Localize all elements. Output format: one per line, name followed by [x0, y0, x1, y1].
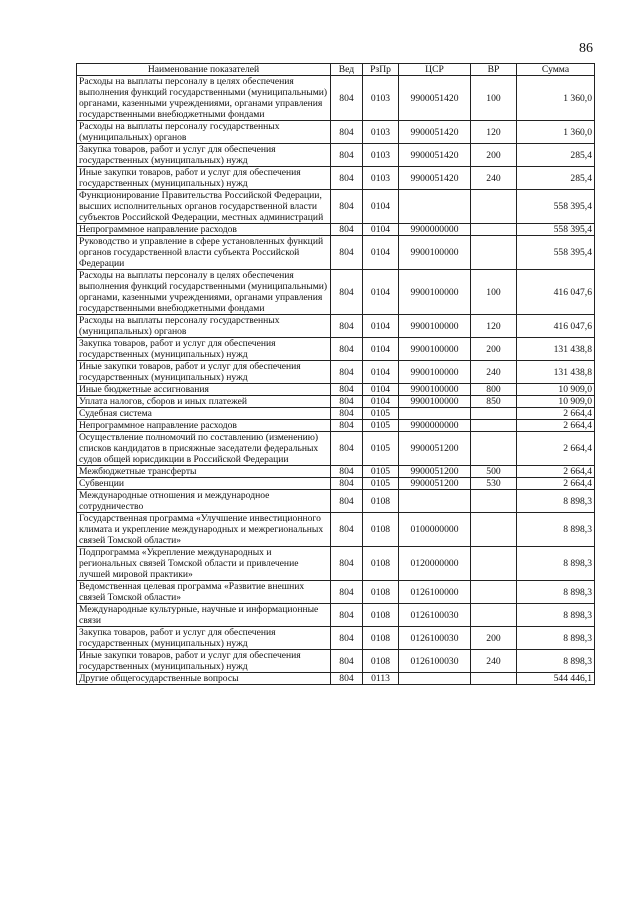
cell-name: Закупка товаров, работ и услуг для обеспечения государственных (муниципальных) нужд — [77, 338, 331, 361]
table-row — [77, 466, 595, 478]
cell-rz: 0108 — [363, 627, 399, 650]
cell-sum: 416 047,6 — [517, 315, 595, 338]
table-row — [77, 190, 595, 224]
cell-ved: 804 — [331, 627, 363, 650]
cell-ved: 804 — [331, 650, 363, 673]
cell-name: Государственная программа «Улучшение инвестиционного климата и укрепление международных и межрегиональных связей Томской области» — [77, 513, 331, 547]
cell-ved: 804 — [331, 513, 363, 547]
cell-vr — [471, 581, 517, 604]
table-row — [77, 650, 595, 673]
table-row — [77, 420, 595, 432]
cell-sum: 285,4 — [517, 167, 595, 190]
cell-name: Закупка товаров, работ и услуг для обеспечения государственных (муниципальных) нужд — [77, 627, 331, 650]
cell-name: Субвенции — [77, 478, 331, 490]
cell-name: Иные закупки товаров, работ и услуг для обеспечения государственных (муниципальных) нужд — [77, 361, 331, 384]
cell-rz: 0108 — [363, 513, 399, 547]
table-row — [77, 270, 595, 315]
table-row — [77, 513, 595, 547]
cell-ved: 804 — [331, 121, 363, 144]
cell-name: Иные закупки товаров, работ и услуг для обеспечения государственных (муниципальных) нужд — [77, 167, 331, 190]
cell-ved: 804 — [331, 361, 363, 384]
cell-vr: 850 — [471, 396, 517, 408]
cell-sum: 8 898,3 — [517, 604, 595, 627]
cell-rz: 0104 — [363, 396, 399, 408]
cell-rz: 0105 — [363, 408, 399, 420]
cell-sum: 8 898,3 — [517, 627, 595, 650]
cell-sum: 558 395,4 — [517, 190, 595, 224]
cell-sum: 558 395,4 — [517, 236, 595, 270]
cell-csr: 9900100000 — [399, 396, 471, 408]
cell-name: Непрограммное направление расходов — [77, 420, 331, 432]
cell-csr: 0126100030 — [399, 627, 471, 650]
cell-rz: 0105 — [363, 478, 399, 490]
cell-rz: 0103 — [363, 167, 399, 190]
cell-sum: 2 664,4 — [517, 420, 595, 432]
cell-name: Расходы на выплаты персоналу государственных (муниципальных) органов — [77, 315, 331, 338]
cell-sum: 8 898,3 — [517, 581, 595, 604]
table-row — [77, 338, 595, 361]
cell-ved: 804 — [331, 236, 363, 270]
cell-ved: 804 — [331, 408, 363, 420]
cell-ved: 804 — [331, 270, 363, 315]
cell-sum: 544 446,1 — [517, 673, 595, 685]
cell-rz: 0104 — [363, 361, 399, 384]
cell-sum: 10 909,0 — [517, 384, 595, 396]
table-row — [77, 490, 595, 513]
cell-vr — [471, 224, 517, 236]
cell-vr — [471, 432, 517, 466]
cell-name: Закупка товаров, работ и услуг для обеспечения государственных (муниципальных) нужд — [77, 144, 331, 167]
header-vr: ВР — [471, 64, 517, 76]
cell-csr — [399, 408, 471, 420]
header-name: Наименование показателей — [77, 64, 331, 76]
cell-name: Международные культурные, научные и информационные связи — [77, 604, 331, 627]
cell-vr: 100 — [471, 270, 517, 315]
cell-csr: 9900100000 — [399, 270, 471, 315]
cell-rz: 0104 — [363, 224, 399, 236]
header-rzpr: РзПр — [363, 64, 399, 76]
header-sum: Сумма — [517, 64, 595, 76]
cell-sum: 8 898,3 — [517, 490, 595, 513]
cell-vr: 240 — [471, 361, 517, 384]
cell-ved: 804 — [331, 315, 363, 338]
cell-rz: 0105 — [363, 466, 399, 478]
cell-rz: 0105 — [363, 420, 399, 432]
cell-sum: 131 438,8 — [517, 361, 595, 384]
table-row — [77, 478, 595, 490]
cell-vr — [471, 420, 517, 432]
cell-vr: 800 — [471, 384, 517, 396]
cell-vr — [471, 673, 517, 685]
cell-ved: 804 — [331, 144, 363, 167]
cell-vr — [471, 236, 517, 270]
cell-csr: 9900051420 — [399, 167, 471, 190]
cell-name: Иные закупки товаров, работ и услуг для обеспечения государственных (муниципальных) нужд — [77, 650, 331, 673]
budget-table — [76, 63, 595, 685]
table-row — [77, 408, 595, 420]
cell-vr — [471, 490, 517, 513]
cell-name: Руководство и управление в сфере установленных функций органов государственной власти субъекта Российской Федерации — [77, 236, 331, 270]
cell-vr: 200 — [471, 627, 517, 650]
cell-vr: 240 — [471, 650, 517, 673]
cell-csr — [399, 673, 471, 685]
cell-rz: 0113 — [363, 673, 399, 685]
table-body — [77, 76, 595, 685]
page-number: 86 — [579, 41, 593, 56]
cell-rz: 0105 — [363, 432, 399, 466]
table-row — [77, 121, 595, 144]
table-row — [77, 432, 595, 466]
cell-csr: 0126100030 — [399, 650, 471, 673]
cell-name: Функционирование Правительства Российской Федерации, высших исполнительных органов государственной власти субъектов Российской Федерации, местных администраций — [77, 190, 331, 224]
cell-name: Уплата налогов, сборов и иных платежей — [77, 396, 331, 408]
cell-rz: 0104 — [363, 236, 399, 270]
cell-ved: 804 — [331, 420, 363, 432]
table-row — [77, 315, 595, 338]
cell-sum: 10 909,0 — [517, 396, 595, 408]
cell-ved: 804 — [331, 547, 363, 581]
cell-ved: 804 — [331, 384, 363, 396]
cell-name: Другие общегосударственные вопросы — [77, 673, 331, 685]
cell-csr: 0120000000 — [399, 547, 471, 581]
cell-name: Непрограммное направление расходов — [77, 224, 331, 236]
cell-name: Расходы на выплаты персоналу государственных (муниципальных) органов — [77, 121, 331, 144]
cell-vr: 530 — [471, 478, 517, 490]
cell-csr: 9900100000 — [399, 384, 471, 396]
cell-rz: 0108 — [363, 604, 399, 627]
header-csr: ЦСР — [399, 64, 471, 76]
cell-rz: 0104 — [363, 338, 399, 361]
cell-name: Расходы на выплаты персоналу в целях обеспечения выполнения функций государственными (муниципальными) органами, казенными учреждениями, органами управления государственными внебюджетными фондами — [77, 270, 331, 315]
cell-rz: 0104 — [363, 384, 399, 396]
cell-csr: 0100000000 — [399, 513, 471, 547]
cell-ved: 804 — [331, 581, 363, 604]
cell-ved: 804 — [331, 76, 363, 121]
cell-rz: 0103 — [363, 76, 399, 121]
cell-rz: 0104 — [363, 315, 399, 338]
cell-sum: 8 898,3 — [517, 513, 595, 547]
cell-ved: 804 — [331, 432, 363, 466]
cell-csr: 0126100000 — [399, 581, 471, 604]
cell-rz: 0104 — [363, 190, 399, 224]
cell-rz: 0108 — [363, 547, 399, 581]
cell-name: Иные бюджетные ассигнования — [77, 384, 331, 396]
table-row — [77, 236, 595, 270]
cell-csr: 9900100000 — [399, 315, 471, 338]
cell-sum: 285,4 — [517, 144, 595, 167]
header-row — [77, 64, 595, 76]
cell-sum: 8 898,3 — [517, 650, 595, 673]
cell-csr: 9900051200 — [399, 466, 471, 478]
cell-vr — [471, 190, 517, 224]
cell-csr — [399, 490, 471, 513]
cell-ved: 804 — [331, 190, 363, 224]
cell-vr: 200 — [471, 338, 517, 361]
table-row — [77, 167, 595, 190]
table-row — [77, 396, 595, 408]
cell-name: Судебная система — [77, 408, 331, 420]
cell-csr: 9900100000 — [399, 361, 471, 384]
cell-vr: 240 — [471, 167, 517, 190]
cell-rz: 0104 — [363, 270, 399, 315]
cell-vr — [471, 513, 517, 547]
cell-sum: 558 395,4 — [517, 224, 595, 236]
cell-csr: 9900100000 — [399, 338, 471, 361]
table-row — [77, 547, 595, 581]
cell-ved: 804 — [331, 673, 363, 685]
cell-sum: 2 664,4 — [517, 408, 595, 420]
table-row — [77, 224, 595, 236]
cell-name: Межбюджетные трансферты — [77, 466, 331, 478]
cell-rz: 0103 — [363, 144, 399, 167]
table-row — [77, 673, 595, 685]
table-row — [77, 604, 595, 627]
cell-csr: 9900051420 — [399, 76, 471, 121]
cell-csr: 9900000000 — [399, 420, 471, 432]
table-row — [77, 76, 595, 121]
cell-ved: 804 — [331, 490, 363, 513]
table-header — [77, 64, 595, 76]
cell-ved: 804 — [331, 478, 363, 490]
cell-vr: 120 — [471, 121, 517, 144]
cell-name: Осуществление полномочий по составлению (изменению) списков кандидатов в присяжные заседатели федеральных судов общей юрисдикции в Российской Федерации — [77, 432, 331, 466]
cell-rz: 0108 — [363, 490, 399, 513]
table-row — [77, 144, 595, 167]
table-row — [77, 384, 595, 396]
cell-sum: 2 664,4 — [517, 478, 595, 490]
cell-vr: 100 — [471, 76, 517, 121]
cell-csr — [399, 190, 471, 224]
cell-vr: 120 — [471, 315, 517, 338]
cell-csr: 9900051420 — [399, 121, 471, 144]
cell-name: Расходы на выплаты персоналу в целях обеспечения выполнения функций государственными (муниципальными) органами, казенными учреждениями, органами управления государственными внебюджетными фондами — [77, 76, 331, 121]
cell-sum: 2 664,4 — [517, 432, 595, 466]
cell-csr: 9900051200 — [399, 478, 471, 490]
cell-vr — [471, 604, 517, 627]
cell-ved: 804 — [331, 167, 363, 190]
cell-rz: 0108 — [363, 581, 399, 604]
cell-csr: 9900100000 — [399, 236, 471, 270]
cell-ved: 804 — [331, 466, 363, 478]
cell-sum: 8 898,3 — [517, 547, 595, 581]
cell-sum: 1 360,0 — [517, 121, 595, 144]
cell-ved: 804 — [331, 604, 363, 627]
cell-vr — [471, 408, 517, 420]
cell-sum: 1 360,0 — [517, 76, 595, 121]
cell-ved: 804 — [331, 224, 363, 236]
cell-sum: 131 438,8 — [517, 338, 595, 361]
cell-name: Подпрограмма «Укрепление международных и региональных связей Томской области и привлечение лучшей мировой практики» — [77, 547, 331, 581]
table-row — [77, 627, 595, 650]
cell-vr: 500 — [471, 466, 517, 478]
cell-sum: 2 664,4 — [517, 466, 595, 478]
cell-csr: 9900000000 — [399, 224, 471, 236]
cell-name: Ведомственная целевая программа «Развитие внешних связей Томской области» — [77, 581, 331, 604]
cell-vr: 200 — [471, 144, 517, 167]
cell-rz: 0103 — [363, 121, 399, 144]
cell-sum: 416 047,6 — [517, 270, 595, 315]
cell-name: Международные отношения и международное сотрудничество — [77, 490, 331, 513]
cell-csr: 0126100030 — [399, 604, 471, 627]
cell-vr — [471, 547, 517, 581]
header-ved: Вед — [331, 64, 363, 76]
cell-csr: 9900051420 — [399, 144, 471, 167]
cell-csr: 9900051200 — [399, 432, 471, 466]
table-row — [77, 361, 595, 384]
cell-ved: 804 — [331, 338, 363, 361]
table-row — [77, 581, 595, 604]
cell-rz: 0108 — [363, 650, 399, 673]
cell-ved: 804 — [331, 396, 363, 408]
